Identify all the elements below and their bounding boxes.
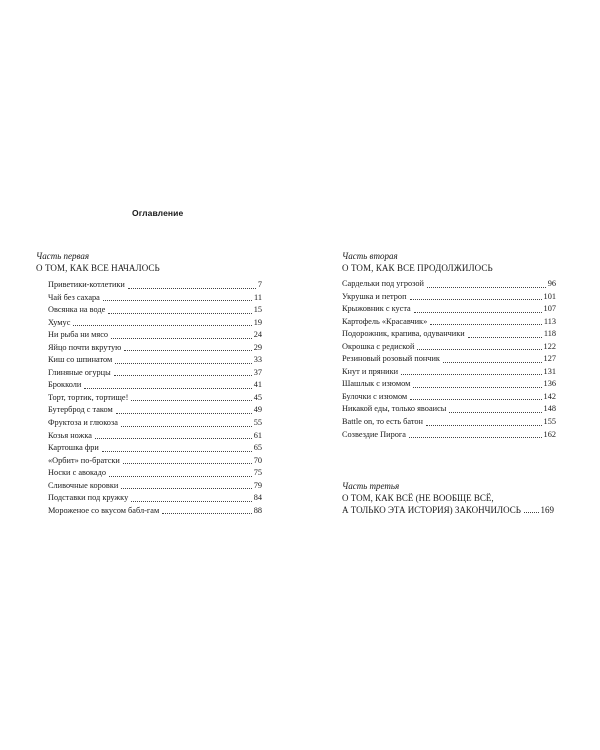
toc-entry[interactable] — [342, 353, 556, 366]
entry-page-number: 49 — [253, 405, 262, 415]
dot-leader — [111, 338, 252, 339]
page-title: Оглавление — [132, 208, 184, 218]
entry-title: Фруктоза и глюкоза — [48, 418, 118, 428]
entry-page-number: 142 — [543, 391, 556, 401]
entry-title: Окрошка с редиской — [342, 341, 415, 351]
entry-page-number: 45 — [253, 392, 262, 402]
entry-title: Овсянка на воде — [48, 305, 106, 315]
part-one-column — [36, 250, 266, 517]
entry-title: Киш со шпинатом — [48, 355, 113, 365]
toc-entry[interactable] — [342, 429, 556, 442]
part-three-heading-line-1: О ТОМ, КАК ВСЁ (НЕ ВООБЩЕ ВСЁ, — [342, 493, 494, 503]
dot-leader — [468, 337, 542, 338]
entry-title: Чай без сахара — [48, 292, 100, 302]
entry-title: Сливочные коровки — [48, 480, 119, 490]
entry-title: Подорожник, крапива, одуванчики — [342, 329, 465, 339]
toc-entry[interactable] — [48, 317, 262, 330]
entry-page-number: 24 — [253, 330, 262, 340]
entry-page-number: 33 — [253, 355, 262, 365]
entry-title: Яйцо почти вкрутую — [48, 342, 122, 352]
toc-entry[interactable] — [48, 417, 262, 430]
entry-page-number: 101 — [543, 291, 556, 301]
entry-title: Подставки под кружку — [48, 493, 129, 503]
dot-leader — [410, 299, 542, 300]
entry-title: Мороженое со вкусом бабл-гам — [48, 505, 160, 515]
dot-leader — [108, 313, 251, 314]
entry-title: Глиняные огурцы — [48, 367, 111, 377]
entry-page-number: 75 — [253, 468, 262, 478]
toc-entry[interactable] — [48, 367, 262, 380]
entry-page-number: 127 — [543, 354, 556, 364]
dot-leader — [401, 374, 541, 375]
part-two-entries — [342, 278, 556, 441]
entry-title: «Орбит» по-братски — [48, 455, 120, 465]
entry-page-number: 96 — [547, 279, 556, 288]
entry-page-number: 118 — [543, 329, 556, 339]
dot-leader — [116, 413, 252, 414]
toc-entry[interactable] — [48, 392, 262, 405]
toc-entry[interactable] — [48, 404, 262, 417]
dot-leader — [449, 412, 541, 413]
dot-leader — [73, 325, 251, 326]
entry-title: Резиновый розовый пончик — [342, 354, 440, 364]
entry-page-number: 65 — [253, 443, 262, 453]
dot-leader — [162, 513, 252, 514]
entry-title: Носки с авокадо — [48, 468, 106, 478]
toc-entry[interactable] — [342, 291, 556, 304]
toc-entry[interactable] — [342, 328, 556, 341]
entry-page-number: 162 — [543, 429, 556, 439]
dot-leader — [443, 362, 542, 363]
toc-entry[interactable] — [48, 292, 262, 305]
part-three-label: Часть третья — [342, 481, 400, 491]
dot-leader — [417, 349, 541, 350]
entry-page-number: 19 — [253, 317, 262, 327]
dot-leader — [114, 375, 252, 376]
entry-title: Кнут и пряники — [342, 366, 399, 376]
toc-entry[interactable] — [342, 278, 556, 291]
entry-title: Бутерброд с таком — [48, 405, 113, 415]
entry-title: Шашлык с изюмом — [342, 379, 411, 389]
entry-page-number: 11 — [254, 292, 262, 302]
part-three-heading-line-2: А ТОЛЬКО ЭТА ИСТОРИЯ) ЗАКОНЧИЛОСЬ — [342, 505, 521, 515]
toc-entry[interactable] — [48, 430, 262, 443]
toc-entry[interactable] — [48, 442, 262, 455]
toc-entry[interactable] — [342, 378, 556, 391]
entry-title: Крыжовник с куста — [342, 304, 411, 314]
entry-page-number: 29 — [253, 342, 262, 352]
dot-leader — [124, 350, 251, 351]
dot-leader — [427, 287, 546, 288]
entry-title: Никакой еды, только явоаисы — [342, 404, 447, 414]
dot-leader — [128, 288, 256, 289]
entry-title: Картофель «Красавчик» — [342, 316, 428, 326]
dot-leader — [131, 400, 251, 401]
toc-entry[interactable] — [342, 403, 556, 416]
toc-entry[interactable] — [48, 467, 262, 480]
entry-page-number: 7 — [257, 280, 262, 289]
entry-page-number: 70 — [253, 455, 262, 465]
toc-entry[interactable] — [342, 366, 556, 379]
toc-entry[interactable] — [342, 303, 556, 316]
dot-leader — [131, 501, 251, 502]
dot-leader — [121, 488, 251, 489]
part-three-block — [342, 480, 582, 516]
entry-title: Приветики-котлетики — [48, 280, 125, 289]
dot-leader — [109, 476, 252, 477]
part-two-label: Часть вторая — [342, 251, 398, 261]
toc-entry[interactable] — [342, 341, 556, 354]
entry-title: Battle on, то есть батон — [342, 417, 423, 427]
toc-entry[interactable] — [342, 416, 556, 429]
entry-page-number: 131 — [543, 366, 556, 376]
dot-leader — [430, 324, 542, 325]
dot-leader — [524, 512, 539, 513]
entry-title: Козья ножка — [48, 430, 92, 440]
toc-entry[interactable] — [48, 379, 262, 392]
toc-entry[interactable] — [48, 492, 262, 505]
toc-entry[interactable] — [48, 505, 262, 518]
entry-title: Торт, тортик, тортище! — [48, 392, 129, 402]
entry-title: Укрушка и петроп — [342, 291, 407, 301]
toc-entry[interactable] — [48, 455, 262, 468]
entry-page-number: 136 — [543, 379, 556, 389]
dot-leader — [103, 300, 252, 301]
entry-title: Ни рыба ни мясо — [48, 330, 109, 340]
part-one-heading: О ТОМ, КАК ВСЕ НАЧАЛОСЬ — [36, 263, 160, 273]
entry-page-number: 155 — [543, 417, 556, 427]
part-one-label: Часть первая — [36, 251, 90, 261]
toc-entry[interactable] — [48, 480, 262, 493]
entry-page-number: 88 — [253, 505, 262, 515]
part-three-entry[interactable] — [342, 504, 554, 516]
entry-title: Созвездие Пирога — [342, 429, 406, 439]
toc-entry[interactable] — [48, 342, 262, 355]
dot-leader — [410, 399, 541, 400]
entry-page-number: 84 — [253, 493, 262, 503]
entry-page-number: 122 — [543, 341, 556, 351]
entry-page-number: 79 — [253, 480, 262, 490]
toc-entry[interactable] — [48, 354, 262, 367]
toc-entry[interactable] — [48, 279, 262, 292]
dot-leader — [414, 312, 542, 313]
entry-title: Хумус — [48, 317, 71, 327]
toc-entry[interactable] — [342, 316, 556, 329]
entry-page-number: 113 — [543, 316, 556, 326]
dot-leader — [123, 463, 252, 464]
entry-page-number: 15 — [253, 305, 262, 315]
toc-entry[interactable] — [342, 391, 556, 404]
entry-page-number: 41 — [253, 380, 262, 390]
dot-leader — [84, 388, 251, 389]
part-two-column — [342, 250, 582, 441]
entry-page-number: 61 — [253, 430, 262, 440]
entry-title: Картошка фри — [48, 443, 99, 453]
dot-leader — [115, 363, 251, 364]
dot-leader — [426, 425, 542, 426]
entry-page-number: 55 — [253, 418, 262, 428]
dot-leader — [95, 438, 252, 439]
entry-title: Сардельки под угрозой — [342, 279, 424, 288]
entry-page-number: 107 — [543, 304, 556, 314]
dot-leader — [102, 451, 252, 452]
entry-page-number: 37 — [253, 367, 262, 377]
dot-leader — [413, 387, 541, 388]
toc-entry[interactable] — [48, 329, 262, 342]
toc-entry[interactable] — [48, 304, 262, 317]
part-one-entries — [48, 279, 262, 517]
part-two-heading: О ТОМ, КАК ВСЕ ПРОДОЛЖИЛОСЬ — [342, 263, 493, 273]
part-three-page-number: 169 — [540, 505, 554, 515]
entry-title: Брокколи — [48, 380, 82, 390]
dot-leader — [409, 437, 542, 438]
entry-title: Булочки с изюмом — [342, 391, 408, 401]
entry-page-number: 148 — [543, 404, 556, 414]
dot-leader — [121, 426, 252, 427]
